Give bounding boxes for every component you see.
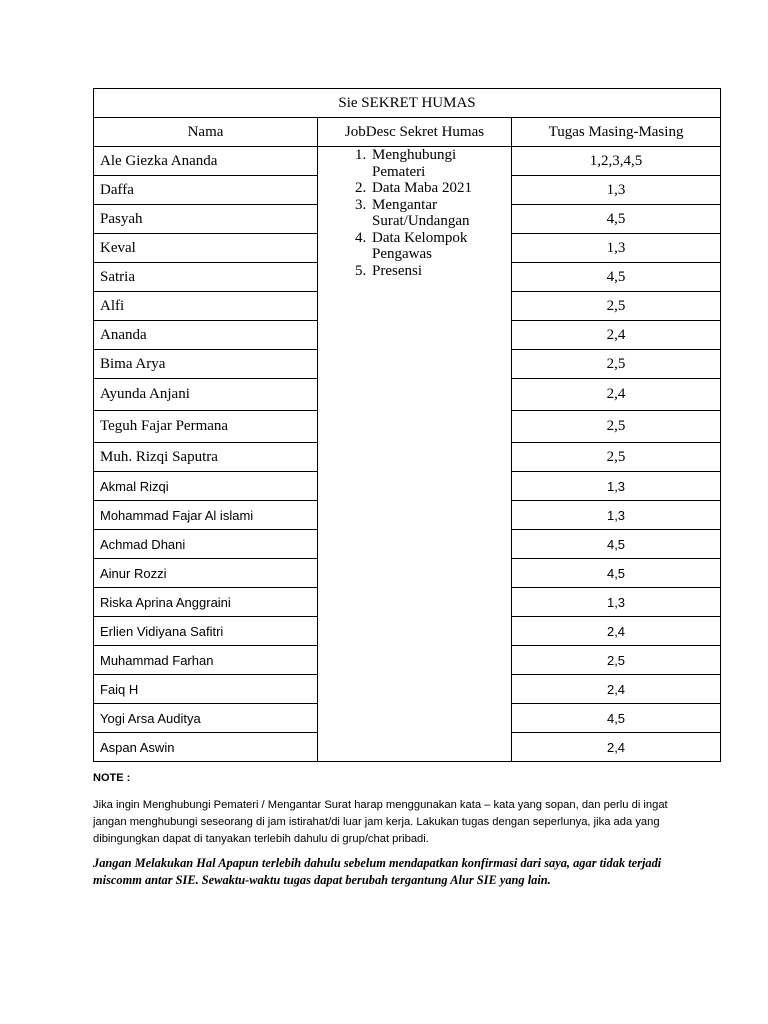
- jobdesc-item: 1. Menghubungi Pemateri: [370, 147, 503, 180]
- cell-name: Mohammad Fajar Al islami: [94, 501, 318, 530]
- cell-tasks: 2,5: [512, 646, 721, 675]
- cell-name: Muhammad Farhan: [94, 646, 318, 675]
- cell-tasks: 1,3: [512, 234, 721, 263]
- cell-jobdesc: [318, 147, 512, 762]
- jobdesc-item: 2. Data Maba 2021: [370, 180, 503, 197]
- note-warning: Jangan Melakukan Hal Apapun terlebih dahulu sebelum mendapatkan konfirmasi dari saya, agar tidak terjadi miscomm antar SIE. Sewaktu-waktu tugas dapat berubah tergantung Alur SIE yang lain.: [93, 856, 662, 887]
- cell-tasks: 1,3: [512, 176, 721, 205]
- note-body: Jika ingin Menghubungi Pemateri / Mengantar Surat harap menggunakan kata – kata yang sopan, dan perlu di ingat jangan menghubungi seseorang di jam istirahat/di luar jam kerja. Lakukan tugas dengan seperlunya, jika ada yang dibingungkan dapat di tanyakan terlebih dahulu di grup/chat pribadi.: [93, 799, 668, 845]
- jobdesc-item: 4. Data Kelompok Pengawas: [370, 230, 503, 263]
- cell-tasks: 2,4: [512, 321, 721, 350]
- cell-name: Keval: [94, 234, 318, 263]
- cell-tasks: 4,5: [512, 704, 721, 733]
- jobdesc-item: 5. Presensi: [370, 263, 503, 280]
- cell-name: Ananda: [94, 321, 318, 350]
- sekret-humas-table: [93, 88, 721, 762]
- cell-tasks: 4,5: [512, 205, 721, 234]
- cell-name: Akmal Rizqi: [94, 472, 318, 501]
- header-name: Nama: [94, 118, 318, 147]
- cell-name: Ayunda Anjani: [94, 379, 318, 411]
- cell-name: Alfi: [94, 292, 318, 321]
- cell-tasks: 4,5: [512, 559, 721, 588]
- cell-tasks: 1,3: [512, 501, 721, 530]
- jobdesc-item: 3. Mengantar Surat/Undangan: [370, 197, 503, 230]
- cell-tasks: 2,5: [512, 350, 721, 379]
- cell-tasks: 2,4: [512, 617, 721, 646]
- cell-name: Riska Aprina Anggraini: [94, 588, 318, 617]
- cell-name: Muh. Rizqi Saputra: [94, 443, 318, 472]
- cell-name: Pasyah: [94, 205, 318, 234]
- cell-name: Ainur Rozzi: [94, 559, 318, 588]
- cell-tasks: 2,4: [512, 733, 721, 762]
- cell-tasks: 1,3: [512, 472, 721, 501]
- cell-name: Teguh Fajar Permana: [94, 411, 318, 443]
- header-jobdesc: JobDesc Sekret Humas: [318, 118, 512, 147]
- table-header-row: [94, 118, 721, 147]
- cell-name: Achmad Dhani: [94, 530, 318, 559]
- cell-tasks: 1,2,3,4,5: [512, 147, 721, 176]
- cell-tasks: 4,5: [512, 530, 721, 559]
- cell-name: Ale Giezka Ananda: [94, 147, 318, 176]
- header-tasks: Tugas Masing-Masing: [512, 118, 721, 147]
- cell-name: Erlien Vidiyana Safitri: [94, 617, 318, 646]
- cell-name: Faiq H: [94, 675, 318, 704]
- cell-tasks: 2,4: [512, 675, 721, 704]
- cell-tasks: 1,3: [512, 588, 721, 617]
- cell-name: Aspan Aswin: [94, 733, 318, 762]
- cell-tasks: 4,5: [512, 263, 721, 292]
- cell-name: Daffa: [94, 176, 318, 205]
- cell-name: Satria: [94, 263, 318, 292]
- table-title: Sie SEKRET HUMAS: [94, 89, 721, 118]
- cell-tasks: 2,5: [512, 443, 721, 472]
- note-title: NOTE :: [93, 772, 131, 784]
- cell-tasks: 2,4: [512, 379, 721, 411]
- cell-name: Yogi Arsa Auditya: [94, 704, 318, 733]
- jobdesc-list: [348, 147, 503, 279]
- table-row: [94, 147, 721, 176]
- cell-name: Bima Arya: [94, 350, 318, 379]
- table-title-row: [94, 89, 721, 118]
- cell-tasks: 2,5: [512, 411, 721, 443]
- cell-tasks: 2,5: [512, 292, 721, 321]
